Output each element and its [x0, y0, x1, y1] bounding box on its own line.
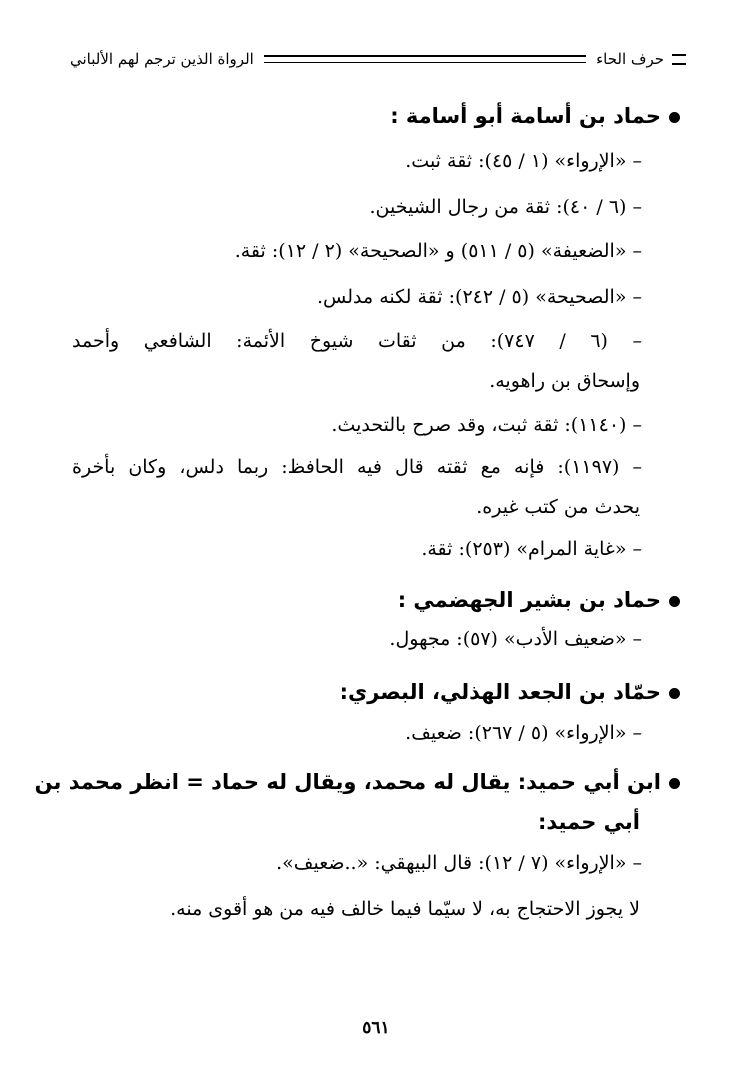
entry-line: – «الضعيفة» (٥ / ٥١١) و «الصحيحة» (٢ / ١٢): ثقة.	[234, 240, 642, 262]
entry-title-text: حماد بن أسامة أبو أسامة :	[390, 104, 661, 128]
entry-title-text: حمّاد بن الجعد الهذلي، البصري:	[339, 680, 661, 704]
entry-line: – «غاية المرام» (٢٥٣): ثقة.	[421, 538, 642, 560]
header-book-title: الرواة الذين ترجم لهم الألباني	[70, 50, 254, 68]
entry-line: – «الإرواء» (٧ / ١٢): قال البيهقي: «..ضعيف».	[276, 852, 642, 874]
entry-title-text: ابن أبي حميد: يقال له محمد، ويقال له حماد = انظر محمد بن	[34, 770, 661, 794]
page-number: ٥٦١	[362, 1018, 390, 1038]
entry-line: لا يجوز الاحتجاج به، لا سيّما فيما خالف فيه من هو أقوى منه.	[170, 898, 640, 920]
header-chapter: حرف الحاء	[596, 50, 664, 68]
entry-line: يحدث من كتب غيره.	[476, 496, 640, 518]
entry-title-continued: أبي حميد:	[538, 810, 640, 834]
bullet-icon	[669, 112, 680, 123]
entry-line: – «الإرواء» (٥ / ٢٦٧): ضعيف.	[405, 722, 642, 744]
entry-title	[398, 588, 680, 612]
entry-title	[340, 680, 680, 704]
bullet-icon	[669, 688, 680, 699]
header-rule	[264, 55, 586, 63]
header-ornament	[672, 54, 686, 65]
entry-title	[390, 104, 680, 128]
bullet-icon	[669, 596, 680, 607]
entry-line: – (٦ / ٤٠): ثقة من رجال الشيخين.	[369, 196, 642, 218]
entry-title-text: حماد بن بشير الجهضمي :	[397, 588, 661, 612]
entry-line: – «الصحيحة» (٥ / ٢٤٢): ثقة لكنه مدلس.	[317, 286, 642, 308]
entry-line: – «الإرواء» (١ / ٤٥): ثقة ثبت.	[405, 150, 642, 172]
running-header	[70, 44, 686, 74]
entry-title	[34, 770, 680, 794]
entry-line: – (١١٩٧): فإنه مع ثقته قال فيه الحافظ: ربما دلس، وكان بأخرة	[72, 456, 642, 478]
entry-line: – (١١٤٠): ثقة ثبت، وقد صرح بالتحديث.	[331, 414, 642, 436]
entry-line: – «ضعيف الأدب» (٥٧): مجهول.	[389, 628, 642, 650]
bullet-icon	[669, 778, 680, 789]
entry-line: – (٦ / ٧٤٧): من ثقات شيوخ الأئمة: الشافعي وأحمد	[72, 330, 643, 352]
entry-line: وإسحاق بن راهويه.	[489, 370, 640, 392]
